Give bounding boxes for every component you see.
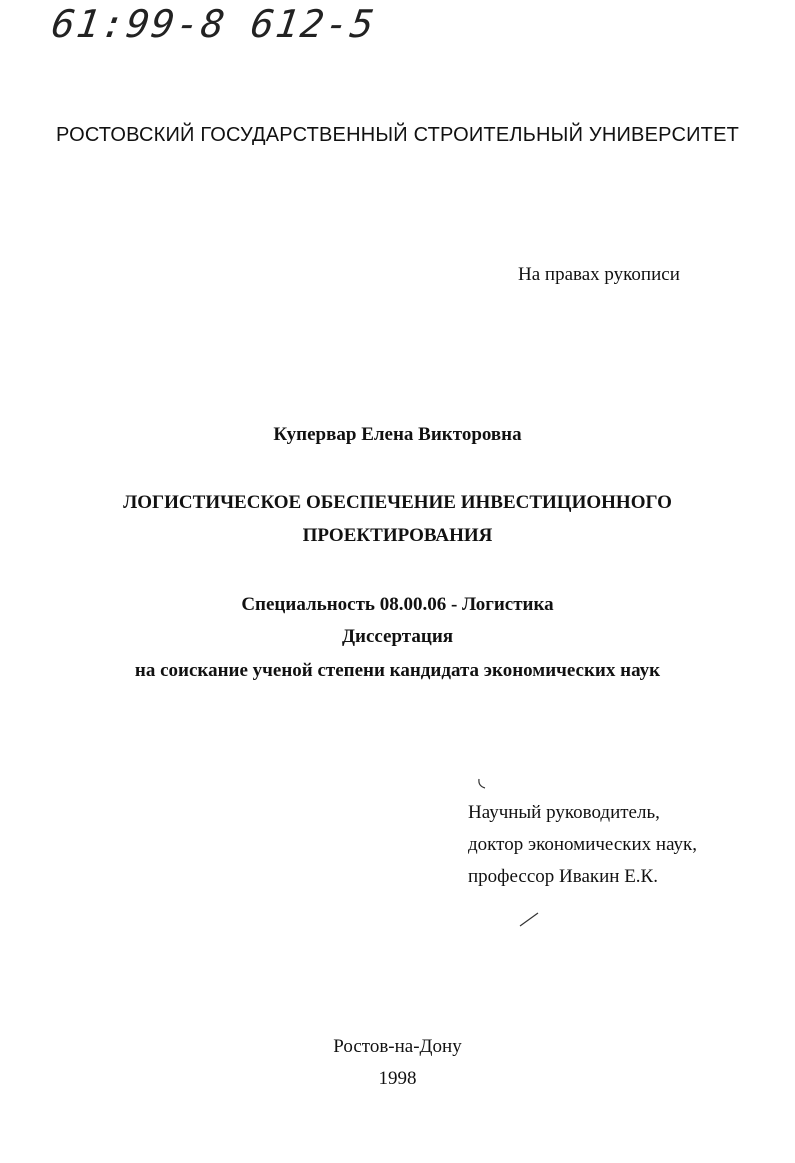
author-name: Купервар Елена Викторовна <box>273 424 522 445</box>
year: 1998 <box>378 1068 417 1089</box>
supervisor-line-3: профессор Ивакин Е.К. <box>468 866 658 887</box>
university-name: РОСТОВСКИЙ ГОСУДАРСТВЕННЫЙ СТРОИТЕЛЬНЫЙ УНИВЕРСИТЕТ <box>55 124 740 146</box>
handwritten-archive-number: 61:99-8 612-5 <box>48 2 379 46</box>
manuscript-rights-note: На правах рукописи <box>518 264 680 285</box>
degree-line: на соискание ученой степени кандидата экономических наук <box>134 660 661 681</box>
supervisor-line-1: Научный руководитель, <box>468 802 660 823</box>
pen-mark-stroke <box>518 910 542 928</box>
title-line-2: ПРОЕКТИРОВАНИЯ <box>302 525 493 546</box>
supervisor-block <box>468 797 697 893</box>
pen-mark-tick <box>476 778 490 792</box>
city: Ростов-на-Дону <box>333 1036 462 1057</box>
document-type: Диссертация <box>341 626 454 647</box>
specialty: Специальность 08.00.06 - Логистика <box>241 594 554 615</box>
title-line-1: ЛОГИСТИЧЕСКОЕ ОБЕСПЕЧЕНИЕ ИНВЕСТИЦИОННОГО <box>123 492 672 513</box>
dissertation-title <box>0 486 795 552</box>
supervisor-line-2: доктор экономических наук, <box>468 834 698 855</box>
